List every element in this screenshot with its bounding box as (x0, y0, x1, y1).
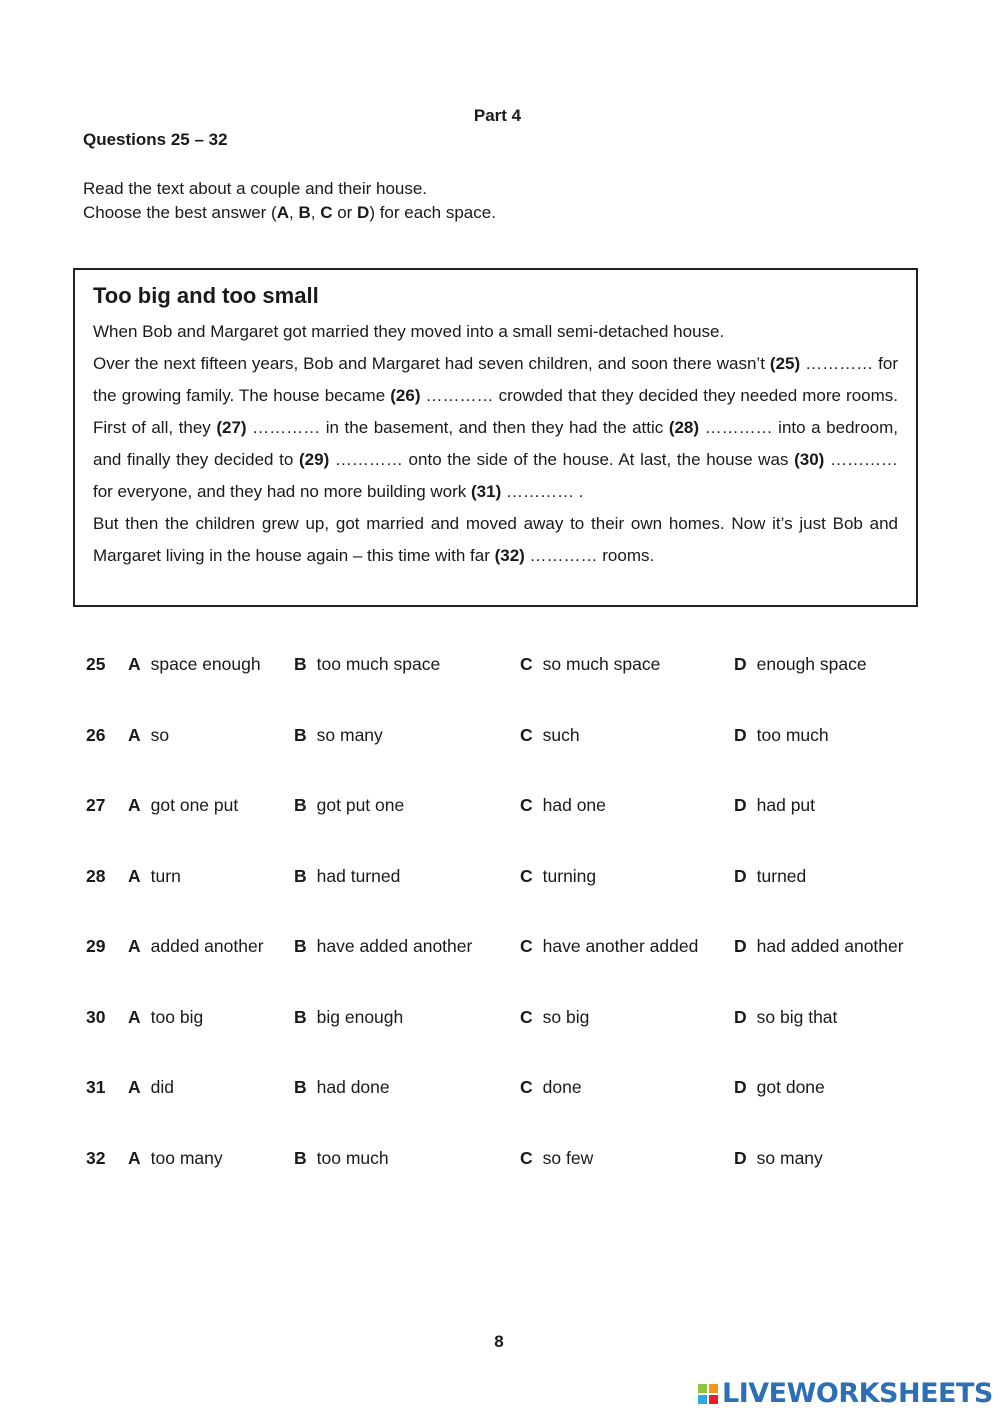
option-row (86, 787, 926, 858)
question-number: 30 (86, 1006, 106, 1027)
gap-32[interactable]: (32) (494, 546, 525, 565)
question-number: 27 (86, 795, 106, 815)
option-a[interactable]: A got one put (128, 795, 239, 815)
option-c[interactable]: C so few (520, 1147, 594, 1168)
option-a[interactable]: A added another (128, 936, 264, 956)
page-number: 8 (494, 1332, 504, 1351)
passage-title: Too big and too small (93, 283, 319, 308)
instruction-line-2: Choose the best answer (A, B, C or D) for each space. (83, 203, 496, 222)
instruction-line-1: Read the text about a couple and their house. (83, 179, 428, 198)
option-d[interactable]: D had put (734, 795, 816, 815)
question-number: 31 (86, 1077, 106, 1097)
option-b[interactable]: B too much (294, 1147, 389, 1168)
option-d[interactable]: D so many (734, 1147, 823, 1168)
option-a[interactable]: A space enough (128, 654, 261, 674)
option-a[interactable]: A turn (128, 865, 181, 886)
gap-27[interactable]: (27) (216, 418, 247, 437)
option-d[interactable]: D had added another (734, 936, 904, 956)
option-a[interactable]: A too many (128, 1147, 223, 1168)
reading-passage-box (73, 268, 918, 607)
option-d[interactable]: D enough space (734, 654, 867, 674)
option-c[interactable]: C done (520, 1077, 582, 1097)
option-d[interactable]: D too much (734, 724, 829, 745)
option-c[interactable]: C turning (520, 865, 597, 886)
brand-name: LIVEWORKSHEETS (722, 1378, 993, 1409)
answer-options (86, 646, 926, 1210)
option-a[interactable]: A so (128, 724, 170, 745)
option-c[interactable]: C had one (520, 795, 606, 815)
liveworksheets-brand[interactable] (698, 1378, 993, 1409)
part-title: Part 4 (473, 106, 522, 125)
option-row (86, 858, 926, 929)
option-row (86, 1069, 926, 1140)
gap-31[interactable]: (31) (471, 482, 502, 501)
option-row (86, 1140, 926, 1211)
question-number: 28 (86, 865, 106, 886)
option-b[interactable]: B had done (294, 1077, 390, 1097)
option-b[interactable]: B too much space (294, 654, 441, 674)
questions-range: Questions 25 – 32 (83, 130, 228, 149)
option-d[interactable]: D so big that (734, 1006, 838, 1027)
option-c[interactable]: C such (520, 724, 580, 745)
option-a[interactable]: A did (128, 1077, 174, 1097)
gap-26[interactable]: (26) (390, 386, 421, 405)
gap-30[interactable]: (30) (794, 450, 825, 469)
passage-paragraph-2: Over the next fifteen years, Bob and Margaret had seven children, and soon there wasn’t (25) ………… for the growing family. The house became (26) ………… crowded that they decided they needed more rooms. First of all, they (27) ………… in the basement, and then they had the attic (28) ………… into a bedroom, and finally they decided to (29) ………… onto the side of the house. At last, the house was (30) ………… for everyone, and they had no more building work (31) ………… . (93, 354, 898, 501)
instructions (83, 177, 496, 225)
gap-25[interactable]: (25) (769, 354, 801, 373)
gap-28[interactable]: (28) (668, 418, 700, 437)
option-a[interactable]: A too big (128, 1006, 204, 1027)
gap-29[interactable]: (29) (299, 450, 330, 469)
option-c[interactable]: C so big (520, 1006, 590, 1027)
option-row (86, 999, 926, 1070)
passage-paragraph-3: But then the children grew up, got married and moved away to their own homes. Now it’s just Bob and Margaret living in the house again – this time with far (32) ………… rooms. (93, 514, 898, 565)
option-b[interactable]: B got put one (294, 795, 405, 815)
option-d[interactable]: D turned (734, 865, 807, 886)
option-b[interactable]: B have added another (294, 936, 473, 956)
liveworksheets-logo-icon (698, 1384, 718, 1404)
option-b[interactable]: B big enough (294, 1006, 404, 1027)
question-number: 29 (86, 936, 106, 956)
option-b[interactable]: B so many (294, 724, 383, 745)
option-c[interactable]: C have another added (520, 936, 699, 956)
option-row (86, 928, 926, 999)
question-number: 25 (86, 654, 106, 674)
option-b[interactable]: B had turned (294, 865, 401, 886)
option-row (86, 646, 926, 717)
question-number: 26 (86, 724, 106, 745)
option-c[interactable]: C so much space (520, 654, 661, 674)
option-row (86, 717, 926, 788)
question-number: 32 (86, 1147, 106, 1168)
option-d[interactable]: D got done (734, 1077, 825, 1097)
passage-paragraph-1: When Bob and Margaret got married they moved into a small semi-detached house. (93, 322, 725, 341)
